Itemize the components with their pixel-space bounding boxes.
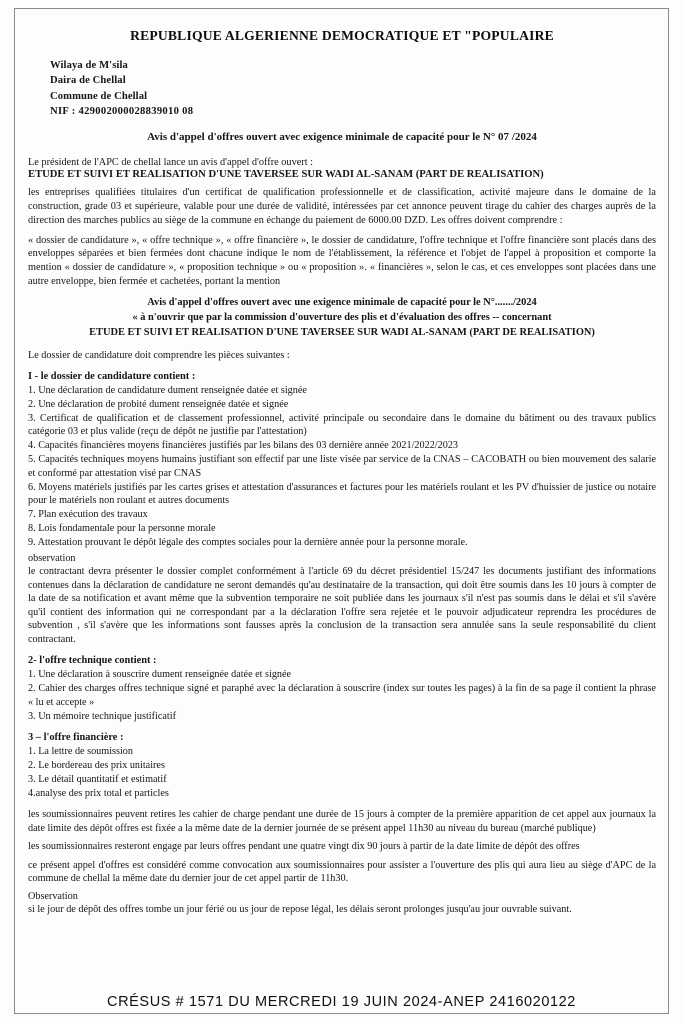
list-item: 4.analyse des prix total et particles bbox=[28, 787, 169, 799]
list-item: 3. Certificat de qualification et de classement professionnel, activité principale ou secondaire dans le domaine du bâtiment ou des travaux publics catégorie 03 et plus valide (reçu de dépôt ne justifie par l'attestation) bbox=[28, 412, 656, 438]
paragraph-one: les entreprises qualifiées titulaires d'un certificat de qualification professionnelle et de classification, activité majeure dans le domaine de la construction, grade 03 et supérieure, valable pour une durée de validité, intéressées par cet annonce peuvent tirage du cahier des charges auprès de la direction des marches publics au siège de la commune en échange du paiement de 6000.00 DZD. Les offres doivent comprendre : bbox=[28, 187, 656, 226]
section-two-list bbox=[28, 668, 656, 723]
closing-paragraphs bbox=[28, 808, 656, 885]
section-one-list bbox=[28, 384, 656, 549]
section-two-title: 2- l'offre technique contient : bbox=[28, 655, 157, 667]
section-three-list bbox=[28, 745, 656, 800]
list-item: 2. Cahier des charges offres technique signé et paraphé avec la déclaration à souscrire (index sur toutes les pages) à la fin de sa page il contient la phrase « lu et accepte » bbox=[28, 683, 656, 708]
intro-line: Le président de l'APC de chellal lance un avis d'appel d'offre ouvert : bbox=[28, 157, 314, 169]
list-item: 8. Lois fondamentale pour la personne morale bbox=[28, 523, 216, 535]
closing-paragraph-1: les soumissionnaires peuvent retires les cahier de charge pendant une durée de 15 jours à compter de la première apparition de cet appel aux journaux la date limite des dépôt offres est fixée a la même date de la dernier journée de se présent appel 11h30 au niveau du bureau (marché publique) bbox=[28, 809, 656, 834]
closing-paragraph-2: les soumissionnaires resteront engage par leurs offres pendant une quatre vingt dix 90 jours à partir de la date limite de dépôt des offres bbox=[28, 841, 580, 853]
list-item: 9. Attestation prouvant le dépôt légale des comptes sociales pour la dernière année pour la personne morale. bbox=[28, 536, 468, 548]
list-item: 1. Une déclaration à souscrire dument renseignée datée et signée bbox=[28, 669, 292, 681]
section-one-title: I - le dossier de candidature contient : bbox=[28, 371, 196, 382]
document-content bbox=[28, 22, 656, 921]
paragraph-two: « dossier de candidature », « offre technique », « offre financière », le dossier de candidature, l'offre technique et l'offre financière sont placés dans des enveloppes séparées et bien fermées dont chacune indique le nom de l'établissement, la référence et l'objet de l'appel à proposition et comporte la mention « dossier de candidature », « proposition technique » ou « proposition ». « financières », selon le cas, et ces enveloppes sont placées dans une autre enveloppe, bien fermée et cachetées, portant la mention bbox=[28, 234, 656, 287]
observation-label-one: observation bbox=[28, 553, 76, 565]
project-title: ETUDE ET SUIVI ET REALISATION D'UNE TAVERSEE SUR WADI AL-SANAM (PART DE REALISATION) bbox=[28, 169, 544, 181]
list-item: 2. Le bordereau des prix unitaires bbox=[28, 759, 165, 771]
list-item: 1. Une déclaration de candidature dument renseignée datée et signée bbox=[28, 385, 307, 396]
org-wilaya: Wilaya de M'sila bbox=[50, 60, 128, 71]
middle-line-1: Avis d'appel d'offres ouvert avec une exigence minimale de capacité pour le N°......./2024 bbox=[147, 297, 537, 309]
middle-line-2: « à n'ouvrir que par la commission d'ouverture des plis et d'évaluation des offres -- concernant bbox=[132, 312, 552, 324]
middle-line-3: ETUDE ET SUIVI ET REALISATION D'UNE TAVERSEE SUR WADI AL-SANAM (PART DE REALISATION) bbox=[89, 326, 595, 338]
list-item: 1. La lettre de soumission bbox=[28, 745, 133, 757]
notice-heading: Avis d'appel d'offres ouvert avec exigence minimale de capacité pour le N° 07 /2024 bbox=[147, 131, 537, 144]
observation-text-two: si le jour de dépôt des offres tombe un jour férié ou us jour de repose légal, les délais seront prolonges jusqu'au jour ouvrable suivant. bbox=[28, 903, 572, 915]
list-item: 6. Moyens matériels justifiés par les cartes grises et attestation d'assurances et factures pour les matériels roulant et les PV d'huissier de justice ou notaire pour le matériels non roulant et autres documents bbox=[28, 481, 656, 507]
dossier-intro: Le dossier de candidature doit comprendre les pièces suivantes : bbox=[28, 349, 290, 361]
org-nif: NIF : 429002000028839010 08 bbox=[50, 106, 194, 118]
list-item: 2. Une déclaration de probité dument renseignée datée et signée bbox=[28, 398, 289, 410]
list-item: 3. Un mémoire technique justificatif bbox=[28, 710, 176, 722]
list-item: 3. Le détail quantitatif et estimatif bbox=[28, 773, 167, 785]
observation-text-one: le contractant devra présenter le dossier complet conformément à l'article 69 du décret présidentiel 15/247 les documents justifiant des informations contenues dans la déclaration de candidature ne seront demandés qu'au destinataire de la transaction, qui doit être soumis dans les 10 jours à compter de la date de sa notification et avant même que la subvention temporaire ne soit publiée dans les journaux s'il n'est pas soumis dans le délai et s'il s'avère qu'il contient des information qui ne correspondant par a la déclaration l'offre sera rejetée et le pouvoir adjudicateur reprendra les procédures de subvention , s'il s'avère que les informations sont fausses après la conclusion de la transaction sera annulée sans la seule responsabilité du client contractant. bbox=[28, 566, 656, 645]
organization-block bbox=[50, 58, 656, 119]
section-three-title: 3 – l'offre financière : bbox=[28, 731, 124, 743]
list-item: 4. Capacités financières moyens financières justifiés par les bilans des 03 dernière année 2021/2022/2023 bbox=[28, 440, 459, 452]
footer-reference: CRÉSUS # 1571 DU MERCREDI 19 JUIN 2024-ANEP 2416020122 bbox=[107, 994, 576, 1010]
observation-label-two: Observation bbox=[28, 890, 78, 902]
org-commune: Commune de Chellal bbox=[50, 90, 148, 102]
list-item: 5. Capacités techniques moyens humains justifiant son effectif par une liste visée par service de la CNAS – CACOBATH ou bien mouvement des salarie et conformé par attestation visé par CNAS bbox=[28, 454, 656, 479]
closing-paragraph-3: ce présent appel d'offres est considéré comme convocation aux soumissionnaires pour assister a l'ouverture des plis qui aura lieu au siège d'APC de la commune de chellal la même date du dernier jour de cet appel partir de 11h30. bbox=[28, 859, 656, 885]
list-item: 7. Plan exécution des travaux bbox=[28, 509, 148, 521]
page-title: REPUBLIQUE ALGERIENNE DEMOCRATIQUE ET "POPULAIRE bbox=[130, 28, 554, 43]
middle-notice-block bbox=[28, 296, 656, 340]
org-daira: Daira de Chellal bbox=[50, 75, 126, 87]
